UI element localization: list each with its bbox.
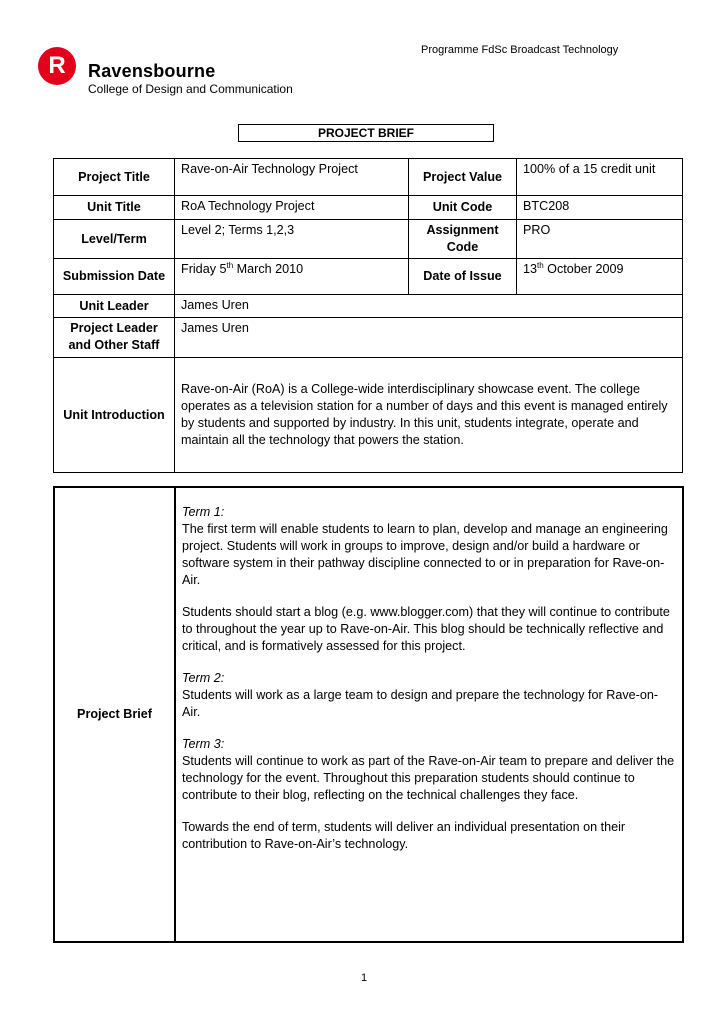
level-term-value: Level 2; Terms 1,2,3: [175, 220, 409, 259]
unit-introduction-label: Unit Introduction: [54, 358, 175, 473]
unit-title-label: Unit Title: [54, 196, 175, 220]
project-info-table: [53, 158, 683, 473]
project-title-value: Rave-on-Air Technology Project: [175, 159, 409, 196]
level-term-label: Level/Term: [54, 220, 175, 259]
date-of-issue-label: Date of Issue: [409, 259, 517, 295]
unit-code-label: Unit Code: [409, 196, 517, 220]
college-name: Ravensbourne: [88, 61, 216, 81]
project-leader-value: James Uren: [175, 318, 683, 358]
submission-date-value: Friday 5th March 2010: [175, 259, 409, 295]
page-number: 1: [360, 972, 368, 984]
submission-date-label: Submission Date: [54, 259, 175, 295]
unit-title-value: RoA Technology Project: [175, 196, 409, 220]
term1-section: Term 1: The first term will enable students to learn to plan, develop and manage an engineering project. Students will work in groups to improve, design and/or build a hardware or software system in their pathway discipline connected to or in preparation for Rave-on-Air.: [182, 505, 668, 587]
assignment-code-label: Assignment Code: [409, 220, 517, 259]
college-logo-icon: R: [38, 47, 76, 85]
unit-leader-label: Unit Leader: [54, 295, 175, 318]
document-title: PROJECT BRIEF: [238, 124, 494, 142]
project-leader-label: Project Leader and Other Staff: [54, 318, 175, 358]
blog-paragraph: Students should start a blog (e.g. www.blogger.com) that they will continue to contribute to throughout the year up to Rave-on-Air. This blog should be technically reflective and critical, and is formatively assessed for this project.: [182, 605, 670, 653]
project-brief-label: Project Brief: [54, 487, 175, 942]
term3-section: Term 3: Students will continue to work as part of the Rave-on-Air team to prepare and deliver the technology for the event. Throughout this preparation students should continue to contribute to their blog, reflecting on the technical challenges they face.: [182, 737, 675, 802]
project-brief-table: [53, 486, 684, 943]
unit-code-value: BTC208: [517, 196, 683, 220]
project-value-value: 100% of a 15 credit unit: [517, 159, 683, 196]
programme-header: Programme FdSc Broadcast Technology: [421, 44, 619, 56]
term2-section: Term 2: Students will work as a large team to design and prepare the technology for Rave-on-Air.: [182, 671, 659, 719]
final-paragraph: Towards the end of term, students will deliver an individual presentation on their contribution to Rave-on-Air’s technology.: [182, 820, 626, 851]
college-subtitle: College of Design and Communication: [88, 82, 293, 96]
date-of-issue-value: 13th October 2009: [517, 259, 683, 295]
assignment-code-value: PRO: [517, 220, 683, 259]
unit-introduction-text: Rave-on-Air (RoA) is a College-wide interdisciplinary showcase event. The college operates as a television station for a number of days and this event is managed entirely by students and supported by industry. In this unit, students integrate, operate and maintain all the technology that powers the station.: [175, 358, 683, 473]
project-title-label: Project Title: [54, 159, 175, 196]
unit-leader-value: James Uren: [175, 295, 683, 318]
project-brief-body: [175, 487, 683, 942]
project-value-label: Project Value: [409, 159, 517, 196]
